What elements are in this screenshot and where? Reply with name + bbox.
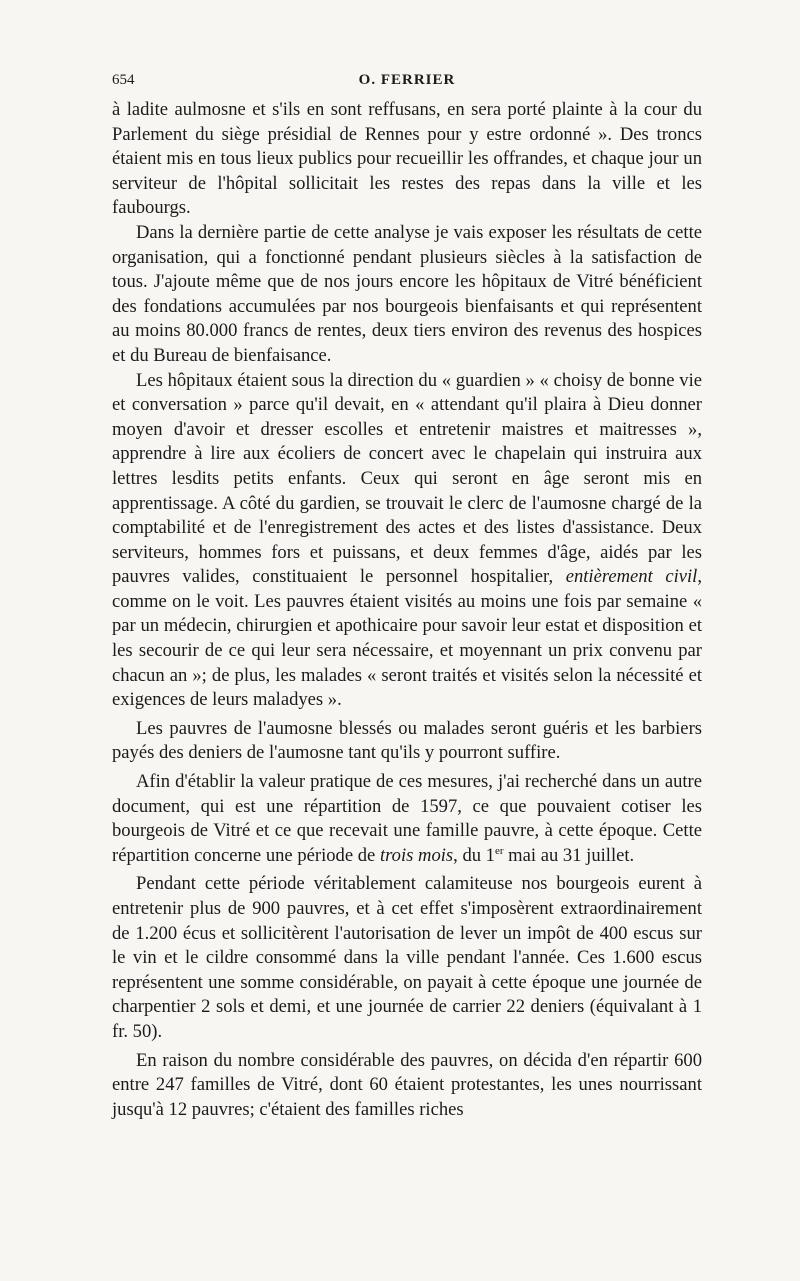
body-text bbox=[112, 98, 702, 1122]
paragraph-3-text-a: Les hôpitaux étaient sous la direction du « guardien » « choisy de bonne vie et conversation » parce qu'il devait, en « attendant qu'il plaira à Dieu donner moyen d'avoir et dresser escolles et entretenir maistres et maitresses », apprendre à lire aux écoliers de concert avec le chapelain qui instruira aux lettres lesdits petits enfants. Ceux qui seront en âge seront mis en apprentissage. A côté du gardien, se trouvait le clerc de l'aumosne chargé de la comptabilité et de l'enregistrement des actes et des listes d'assistance. Deux serviteurs, hommes fors et puissans, et deux femmes d'âge, aidés par les pauvres valides, constituaient le personnel hospitalier, bbox=[112, 369, 702, 588]
paragraph-5-text-a: Afin d'établir la valeur pratique de ces mesures, j'ai recherché dans un autre document, qui est une répartition de 1597, ce que pouvaient cotiser les bourgeois de Vitré et ce que recevait une famille pauvre, à cette époque. Cette répartition concerne une période de bbox=[112, 771, 702, 866]
running-head: O. FERRIER bbox=[358, 72, 456, 88]
paragraph-6: Pendant cette période véritablement calamiteuse nos bourgeois eurent à entretenir plus de 900 pauvres, et à cet effet s'imposèrent extraordinairement de 1.200 écus et sollicitèrent l'autorisation de lever un impôt de 400 escus sur le vin et le cildre consommé dans la ville pendant l'année. Ces 1.600 escus représentent une somme considérable, on payait à cette époque une journée de charpentier 2 sols et demi, et une journée de carrier 22 deniers (équivalant à 1 fr. 50). bbox=[112, 873, 702, 1042]
paragraph-3 bbox=[112, 369, 702, 713]
paragraph-5 bbox=[112, 770, 702, 868]
paragraph-4: Les pauvres de l'aumosne blessés ou malades seront guéris et les barbiers payés des deniers de l'aumosne tant qu'ils y pourront suffire. bbox=[112, 717, 702, 764]
paragraph-7: En raison du nombre considérable des pauvres, on décida d'en répartir 600 entre 247 familles de Vitré, dont 60 étaient protestantes, les unes nourrissant jusqu'à 12 pauvres; c'étaient des familles riches bbox=[112, 1049, 702, 1120]
paragraph-5-text-b: , du 1 bbox=[453, 844, 495, 866]
paragraph-5-superscript: er bbox=[494, 844, 504, 857]
page-number: 654 bbox=[112, 72, 135, 88]
paragraph-3-text-b: , comme on le voit. Les pauvres étaient visités au moins une fois par semaine « par un médecin, chirurgien et apothicaire pour savoir leur estat et disposition et les secourir de ce qui leur sera nécessaire, et moyennant un prix convenu par chacun an »; de plus, les malades « seront traités et visités selon la nécessité et exigences de leurs maladyes ». bbox=[112, 566, 702, 711]
paragraph-2: Dans la dernière partie de cette analyse je vais exposer les résultats de cette organisation, qui a fonctionné pendant plusieurs siècles à la satisfaction de tous. J'ajoute même que de nos jours encore les hôpitaux de Vitré bénéficient des fondations accumulées par nos bourgeois bienfaisants et qui représentent au moins 80.000 francs de rentes, deux tiers environ des revenus des hospices et du Bureau de bienfaisance. bbox=[112, 221, 702, 366]
paragraph-5-emphasis: trois mois bbox=[379, 844, 454, 866]
paragraph-5-text-c: mai au 31 juillet. bbox=[503, 844, 635, 866]
page-header bbox=[112, 68, 702, 92]
paragraph-3-emphasis: entièrement civil bbox=[565, 566, 698, 588]
paragraph-1: à ladite aulmosne et s'ils en sont reffusans, en sera porté plainte à la cour du Parlement du siège présidial de Rennes pour y estre ordonné ». Des troncs étaient mis en tous lieux publics pour recueillir les offrandes, et chaque jour un serviteur de l'hôpital sollicitait les restes des repas dans la ville et les faubourgs. bbox=[112, 99, 702, 219]
book-page bbox=[112, 68, 702, 1122]
